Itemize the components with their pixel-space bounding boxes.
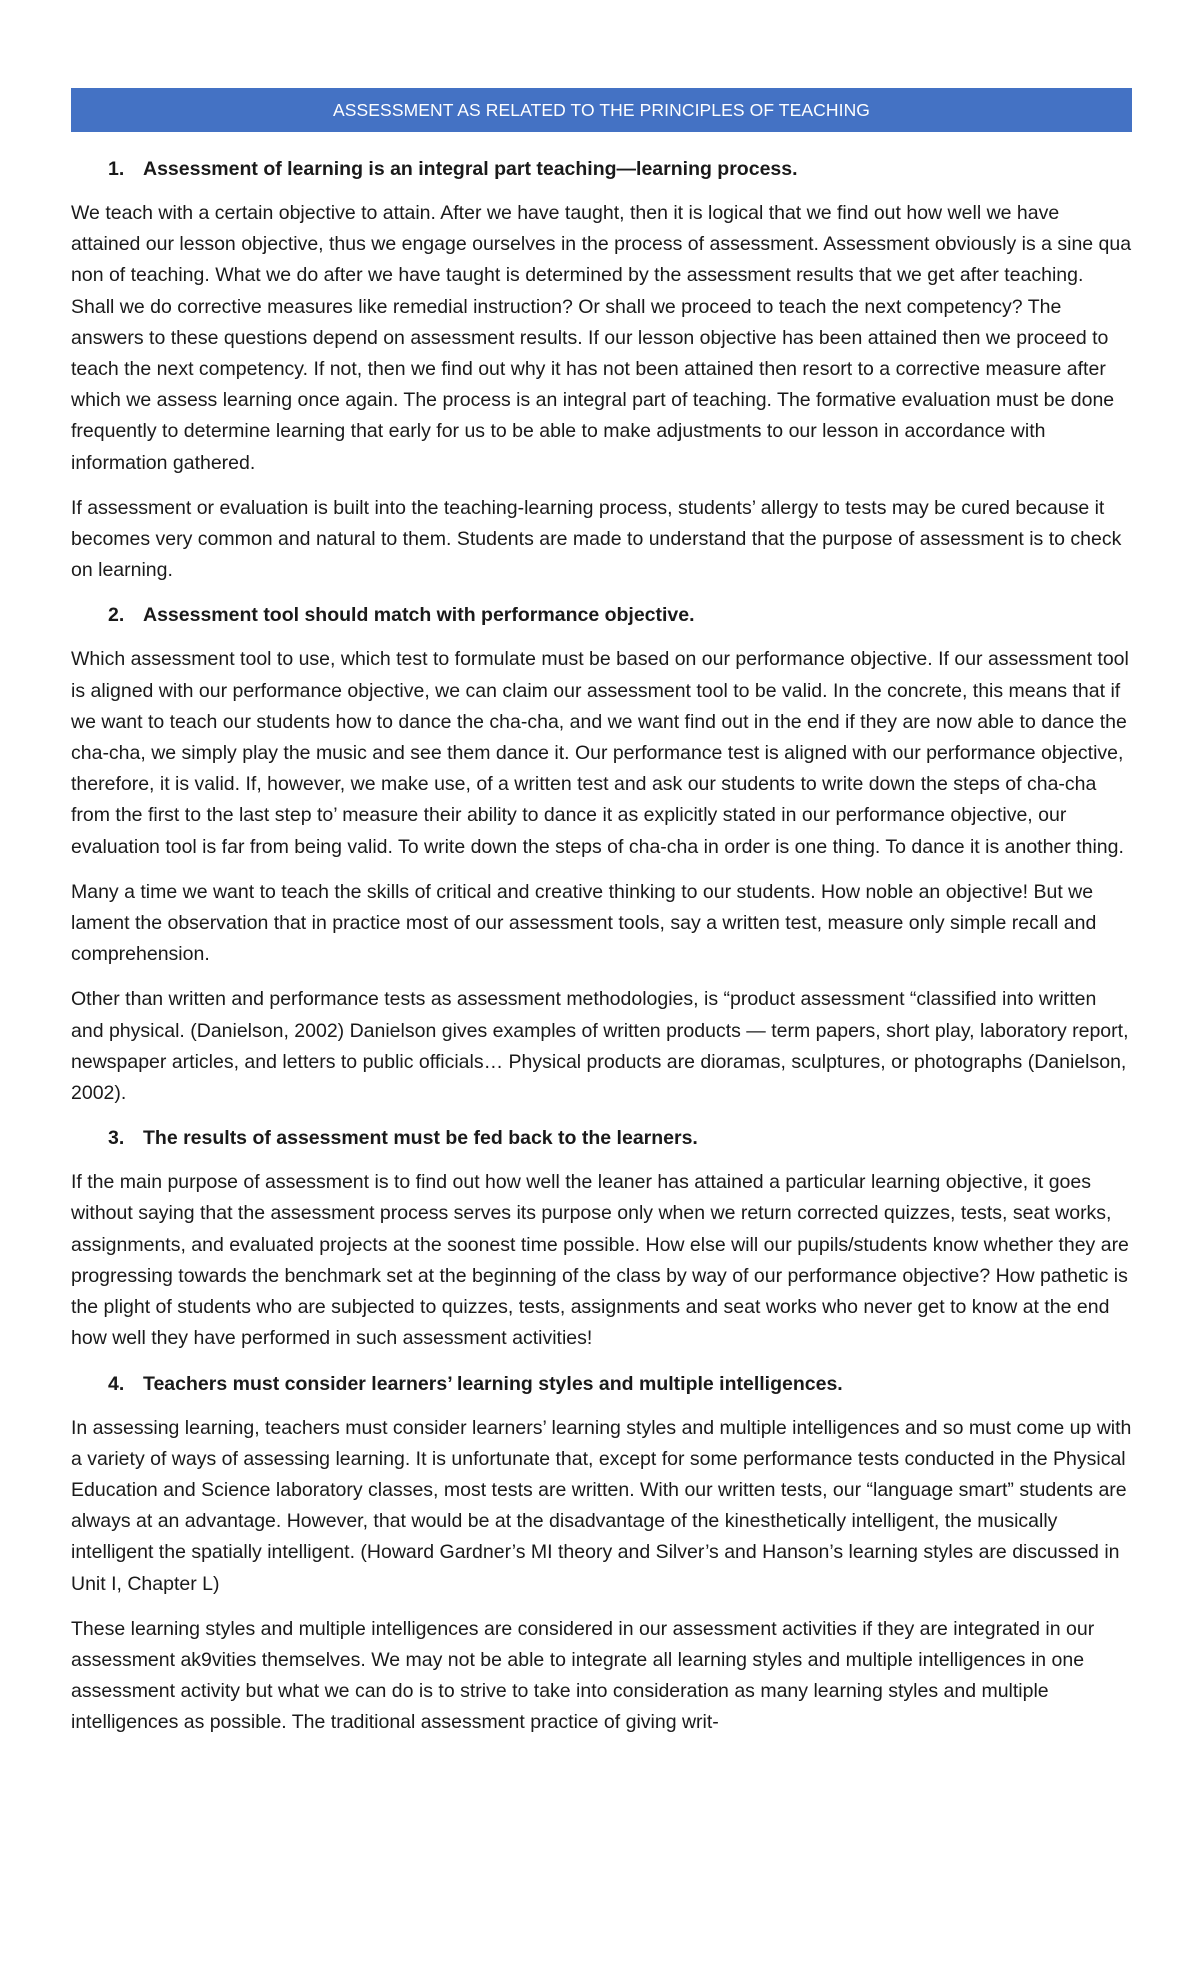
banner-title: ASSESSMENT AS RELATED TO THE PRINCIPLES OF TEACHING	[332, 100, 871, 120]
title-banner	[71, 88, 1132, 132]
section-number: 2.	[108, 604, 125, 627]
section-number: 1.	[108, 158, 125, 180]
paragraph: If assessment or evaluation is built into the teaching-learning process, students’ allergy to tests may be cured because it becomes very common and natural to them. Students are made to understand that the purpose of assessment is to check on learning.	[71, 496, 1122, 582]
section-heading	[71, 1123, 1132, 1154]
paragraph: In assessing learning, teachers must consider learners’ learning styles and multiple intelligences and so must come up with a variety of ways of assessing learning. It is unfortunate that, except for some performance tests conducted in the Physical Education and Science laboratory classes, most tests are written. With our written tests, our “language smart” students are always at an advantage. However, that would be at the disadvantage of the kinesthetically intelligent, the musically intelligent the spatially intelligent. (Howard Gardner’s MI theory and Silver’s and Hanson’s learning styles are discussed in Unit I, Chapter L)	[71, 1416, 1132, 1595]
paragraph: Which assessment tool to use, which test to formulate must be based on our performance objective. If our assessment tool is aligned with our performance objective, we can claim our assessment tool to be valid. In the concrete, this means that if we want to teach our students how to dance the cha-cha, and we want find out in the end if they are now able to dance the cha-cha, we simply play the music and see them dance it. Our performance test is aligned with our performance objective, therefore, it is valid. If, however, we make use, of a written test and ask our students to write down the steps of cha-cha from the first to the last step to’ measure their ability to dance it as explicitly stated in our performance objective, our evaluation tool is far from being valid. To write down the steps of cha-cha in order is one thing. To dance it is another thing.	[71, 648, 1129, 858]
section-heading	[71, 600, 1132, 631]
paragraph: We teach with a certain objective to attain. After we have taught, then it is logical that we find out how well we have attained our lesson objective, thus we engage ourselves in the process of assessment. Assessment obviously is a sine qua non of teaching. What we do after we have taught is determined by the assessment results that we get after teaching. Shall we do corrective measures like remedial instruction? Or shall we proceed to teach the next competency? The answers to these questions depend on assessment results. If our lesson objective has been attained then we proceed to teach the next competency. If not, then we find out why it has not been attained then resort to a corrective measure after which we assess learning once again. The process is an integral part of teaching. The formative evaluation must be done frequently to determine learning that early for us to be able to make adjustments to our lesson in accordance with information gathered.	[71, 202, 1132, 474]
section-number: 4.	[108, 1372, 125, 1395]
section-heading	[71, 154, 1132, 185]
paragraph: Other than written and performance tests as assessment methodologies, is “product assessment “classified into written and physical. (Danielson, 2002) Danielson gives examples of written products — term papers, short play, laboratory report, newspaper articles, and letters to public officials… Physical products are dioramas, sculptures, or photographs (Danielson, 2002).	[71, 988, 1129, 1105]
document-page	[71, 88, 1132, 1753]
section-heading-text: Assessment of learning is an integral part teaching—learning process.	[143, 158, 798, 180]
section-heading-text: The results of assessment must be fed back to the learners.	[143, 1127, 698, 1150]
paragraph: Many a time we want to teach the skills of critical and creative thinking to our students. How noble an objective! But we lament the observation that in practice most of our assessment tools, say a written test, measure only simple recall and comprehension.	[71, 880, 1097, 966]
paragraph: These learning styles and multiple intelligences are considered in our assessment activities if they are integrated in our assessment ak9vities themselves. We may not be able to integrate all learning styles and multiple intelligences in one assessment activity but what we can do is to strive to take into consideration as many learning styles and multiple intelligences as possible. The traditional assessment practice of giving writ-	[71, 1617, 1095, 1734]
section-heading-text: Assessment tool should match with performance objective.	[143, 604, 695, 627]
section-number: 3.	[108, 1127, 125, 1150]
section-heading-text: Teachers must consider learners’ learning styles and multiple intelligences.	[143, 1372, 843, 1395]
section-heading	[71, 1369, 1132, 1400]
paragraph: If the main purpose of assessment is to find out how well the leaner has attained a particular learning objective, it goes without saying that the assessment process serves its purpose only when we return corrected quizzes, tests, seat works, assignments, and evaluated projects at the soonest time possible. How else will our pupils/students know whether they are progressing towards the benchmark set at the beginning of the class by way of our performance objective? How pathetic is the plight of students who are subjected to quizzes, tests, assignments and seat works who never get to know at the end how well they have performed in such assessment activities!	[71, 1171, 1129, 1350]
